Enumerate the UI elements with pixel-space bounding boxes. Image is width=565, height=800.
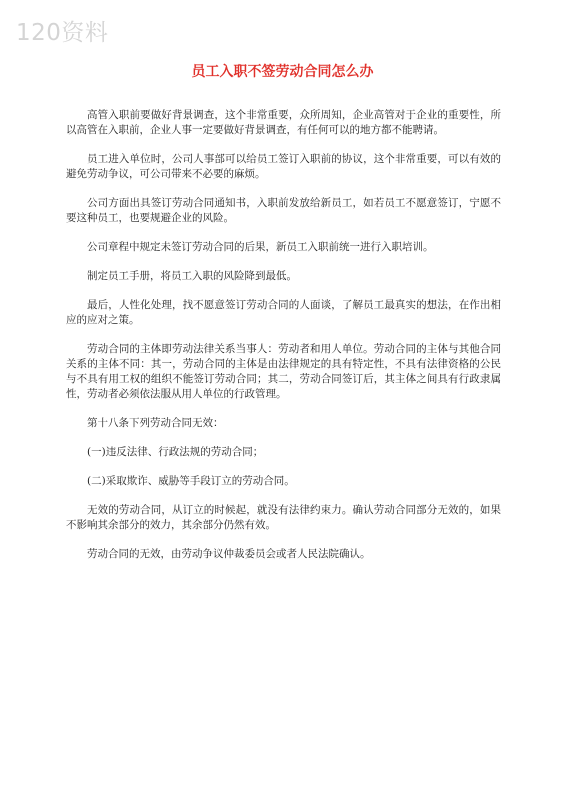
paragraph-10: (二)采取欺诈、威胁等手段订立的劳动合同。 <box>87 475 295 487</box>
paragraph-8: 第十八条下列劳动合同无效： <box>87 417 224 429</box>
paragraph-12: 劳动合同的无效，由劳动争议仲裁委员会或者人民法院确认。 <box>87 548 371 560</box>
watermark-logo: 120资料 <box>16 20 109 46</box>
paragraph-3: 公司方面出具签订劳动合同通知书，入职前发放给新员工，如若员工不愿意签订，宁愿不要这种员工，也要规避企业的风险。 <box>66 197 501 224</box>
paragraph-1: 高管入职前要做好背景调查，这个非常重要，众所周知，企业高管对于企业的重要性，所以高管在入职前，企业人事一定要做好背景调查，有任何可以的地方都不能聘请。 <box>66 109 501 136</box>
paragraph-2: 员工进入单位时，公司人事部可以给员工签订入职前的协议，这个非常重要，可以有效的避免劳动争议，可公司带来不必要的麻烦。 <box>66 153 501 180</box>
paragraph-7: 劳动合同的主体即劳动法律关系当事人：劳动者和用人单位。劳动合同的主体与其他合同关系的主体不同：其一，劳动合同的主体是由法律规定的具有特定性，不具有法律资格的公民与不具有用工权的组织不能签订劳动合同；其二，劳动合同签订后，其主体之间具有行政隶属性，劳动者必须依法服从用人单位的行政管理。 <box>66 343 501 400</box>
paragraph-4: 公司章程中规定未签订劳动合同的后果，新员工入职前统一进行入职培训。 <box>87 241 434 253</box>
paragraph-9: (一)违反法律、行政法规的劳动合同； <box>87 446 264 458</box>
paragraph-5: 制定员工手册，将员工入职的风险降到最低。 <box>87 270 297 282</box>
document-title: 员工入职不签劳动合同怎么办 <box>191 64 374 81</box>
paragraph-6: 最后，人性化处理，找不愿意签订劳动合同的人面谈，了解员工最真实的想法，在作出相应的应对之策。 <box>66 299 501 326</box>
document-body <box>66 108 501 576</box>
paragraph-11: 无效的劳动合同，从订立的时候起，就没有法律约束力。确认劳动合同部分无效的，如果不影响其余部分的效力，其余部分仍然有效。 <box>66 504 501 531</box>
